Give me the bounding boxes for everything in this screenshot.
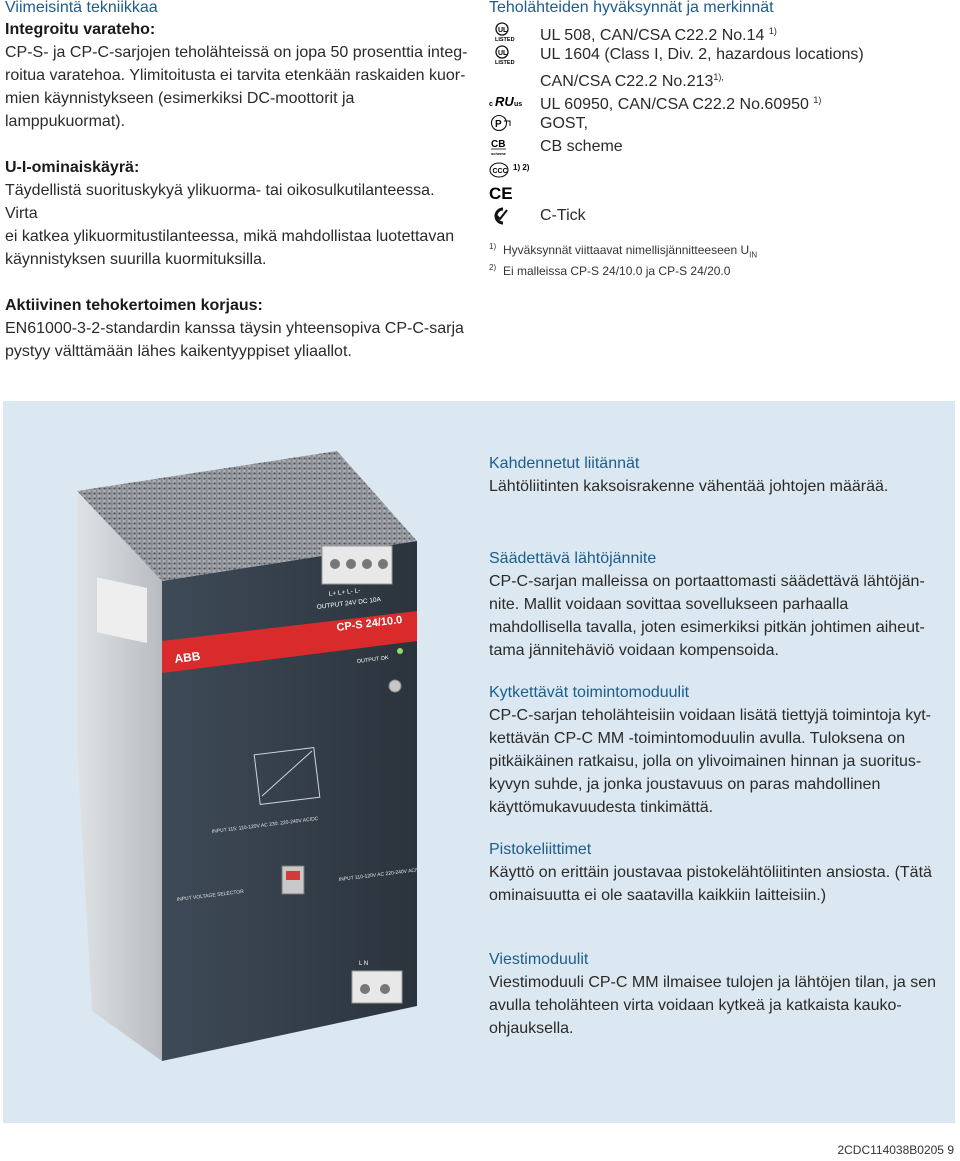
feature-panel <box>3 401 955 1123</box>
approval-row <box>489 112 949 135</box>
gost-icon <box>489 114 529 134</box>
svg-text:CE: CE <box>489 184 513 203</box>
svg-text:CCC: CCC <box>492 168 508 175</box>
footnotes <box>489 242 949 279</box>
svg-text:CB: CB <box>491 139 506 150</box>
model-label: CP-S 24/10.0 <box>335 614 403 634</box>
approval-row <box>489 89 949 112</box>
approval-text: GOST, <box>540 115 589 132</box>
feature-line: ominaisuutta ei ole saatavilla kaikkiin laitteisiin.) <box>489 887 827 904</box>
footnote <box>489 263 949 279</box>
block-line: Täydellistä suorituskykyä ylikuorma- tai oikosulkutilanteessa. Virta <box>5 182 435 222</box>
footnote-ref: 1) <box>768 26 777 36</box>
footnote <box>489 242 949 263</box>
left-column <box>5 0 470 363</box>
feature-line: nite. Mallit voidaan sovittaa sovellukseen parhaalla <box>489 596 849 613</box>
input-voltage-selector-label: INPUT VOLTAGE SELECTOR <box>176 888 245 903</box>
approvals-title: Teholähteiden hyväksynnät ja merkinnät <box>489 0 774 16</box>
footnote-number: 2) <box>489 263 497 273</box>
feature-title: Kahdennetut liitännät <box>489 455 640 472</box>
feature-line: Lähtöliitinten kaksoisrakenne vähentää johtojen määrää. <box>489 478 889 495</box>
block-heading: U-I-ominaiskäyrä: <box>5 159 140 176</box>
svg-text:P: P <box>495 119 502 130</box>
feature-title: Kytkettävät toimintomoduulit <box>489 684 690 701</box>
footnote-subscript: IN <box>749 250 758 260</box>
c-tick-icon <box>489 206 529 226</box>
svg-text:UL: UL <box>498 27 508 34</box>
cul-listed-icon <box>489 45 529 65</box>
page-number: 9 <box>947 1143 954 1157</box>
bottom-terminal-labels: L N <box>359 961 369 967</box>
block-line: CP-S- ja CP-C-sarjojen teholähteissä on jopa 50 prosenttia integ- <box>5 44 468 61</box>
svg-text:c: c <box>489 101 493 108</box>
feature-line: käyttömukavuudesta tinkimättä. <box>489 799 714 816</box>
feature-list <box>489 453 939 1060</box>
product-image <box>67 451 487 1071</box>
approval-text: CAN/CSA C22.2 No.213 <box>540 73 714 90</box>
text-block-varateho <box>5 18 470 133</box>
output-ok-label: OUTPUT OK <box>356 655 390 665</box>
approval-row <box>489 66 949 89</box>
brand-logo-text: ABB <box>173 648 202 666</box>
svg-text:1) 2): 1) 2) <box>513 163 530 172</box>
footnote-text: Ei malleissa CP-S 24/10.0 ja CP-S 24/20.0 <box>503 264 731 279</box>
section-title: Viimeisintä tekniikkaa <box>5 0 158 16</box>
feature-title: Säädettävä lähtöjännite <box>489 550 657 567</box>
feature-line: avulla teholähteen virta voidaan kytkeä ja katkaista kauko- <box>489 997 902 1014</box>
block-line: ei katkea ylikuormitustilanteessa, mikä mahdollistaa luotettavan <box>5 228 455 245</box>
feature-title: Pistokeliittimet <box>489 841 592 858</box>
approval-row <box>489 204 949 227</box>
feature-line: CP-C-sarjan teholähteisiin voidaan lisätä tiettyjä toimintoja kyt- <box>489 707 931 724</box>
top-terminal-labels: L+ L+ L- L- <box>328 587 361 598</box>
page-footer <box>837 1143 954 1157</box>
block-line: lamppukuormat). <box>5 113 126 130</box>
block-line: käynnistyksen suurilla kuormituksilla. <box>5 251 267 268</box>
approval-row <box>489 135 949 158</box>
cru-us-icon <box>489 91 529 111</box>
approval-row <box>489 181 949 204</box>
feature-line: kyvyn suhde, ja jonka joustavuus on paras mahdollinen <box>489 776 881 793</box>
feature-line: tama jännitehäviö voidaan kompensoida. <box>489 642 779 659</box>
svg-text:LISTED: LISTED <box>495 37 515 42</box>
ce-icon <box>489 183 529 203</box>
svg-text:RU: RU <box>495 94 514 109</box>
feature-item <box>489 839 939 907</box>
input-label-left: INPUT 115: 110-120V AC 230: 220-240V AC/DC <box>211 815 319 835</box>
approval-text: C-Tick <box>540 207 586 224</box>
block-line: EN61000-3-2-standardin kanssa täysin yhteensopiva CP-C-sarja <box>5 320 464 337</box>
block-line: pystyy välttämään lähes kaikentyyppiset yliaallot. <box>5 343 352 360</box>
footnote-ref: 1) <box>813 95 822 105</box>
ccc-icon <box>489 160 549 180</box>
doc-code: 2CDC114038B0205 <box>837 1143 944 1157</box>
footnote-number: 1) <box>489 242 497 251</box>
feature-line: kettävän CP-C MM -toimintomoduulin avulla. Tuloksena on <box>489 730 906 747</box>
block-heading: Integroitu varateho: <box>5 21 156 38</box>
feature-line: mahdollisella tavalla, joten esimerkiksi pitkän johtimen aiheut- <box>489 619 925 636</box>
approval-text: UL 1604 (Class I, Div. 2, hazardous locations) <box>540 46 864 63</box>
cb-icon <box>489 137 529 157</box>
text-block-pfc <box>5 294 470 363</box>
svg-text:UL: UL <box>498 50 508 57</box>
approval-text: UL 60950, CAN/CSA C22.2 No.60950 <box>540 96 809 113</box>
feature-item <box>489 949 939 1040</box>
output-label: OUTPUT 24V DC 10A <box>316 596 382 611</box>
text-block-ui-curve <box>5 156 470 271</box>
svg-text:scheme: scheme <box>491 151 506 156</box>
input-label-right: INPUT 110-120V AC 220-240V AC/DC <box>338 866 425 883</box>
svg-text:us: us <box>514 101 523 108</box>
svg-text:LISTED: LISTED <box>495 60 515 65</box>
approval-row <box>489 158 949 181</box>
footnote-text: Hyväksynnät viittaavat nimellisjännitteeseen U <box>503 243 750 257</box>
approval-row <box>489 43 949 66</box>
block-line: mien käynnistykseen (esimerkiksi DC-moottorit ja <box>5 90 355 107</box>
feature-line: ohjauksella. <box>489 1020 574 1037</box>
feature-line: Käyttö on erittäin joustavaa pistokelähtöliitinten ansiosta. (Tätä <box>489 864 932 881</box>
feature-line: CP-C-sarjan malleissa on portaattomasti säädettävä lähtöjän- <box>489 573 925 590</box>
approvals-section <box>489 0 949 279</box>
feature-item <box>489 682 939 819</box>
feature-line: pitkäikäinen ratkaisu, jolla on ylivoimainen hinnan ja suoritus- <box>489 753 922 770</box>
approval-text: CB scheme <box>540 138 623 155</box>
block-heading: Aktiivinen tehokertoimen korjaus: <box>5 297 263 314</box>
feature-item <box>489 453 939 498</box>
approval-row <box>489 20 949 43</box>
block-line: roitua varatehoa. Ylimitoitusta ei tarvita etenkään raskaiden kuor- <box>5 67 466 84</box>
footnote-ref: 1), <box>713 72 724 82</box>
feature-title: Viestimoduulit <box>489 951 589 968</box>
approval-text: UL 508, CAN/CSA C22.2 No.14 <box>540 27 765 44</box>
feature-line: Viestimoduuli CP-C MM ilmaisee tulojen ja lähtöjen tilan, ja sen <box>489 974 937 991</box>
feature-item <box>489 548 939 662</box>
cul-listed-icon <box>489 22 529 42</box>
